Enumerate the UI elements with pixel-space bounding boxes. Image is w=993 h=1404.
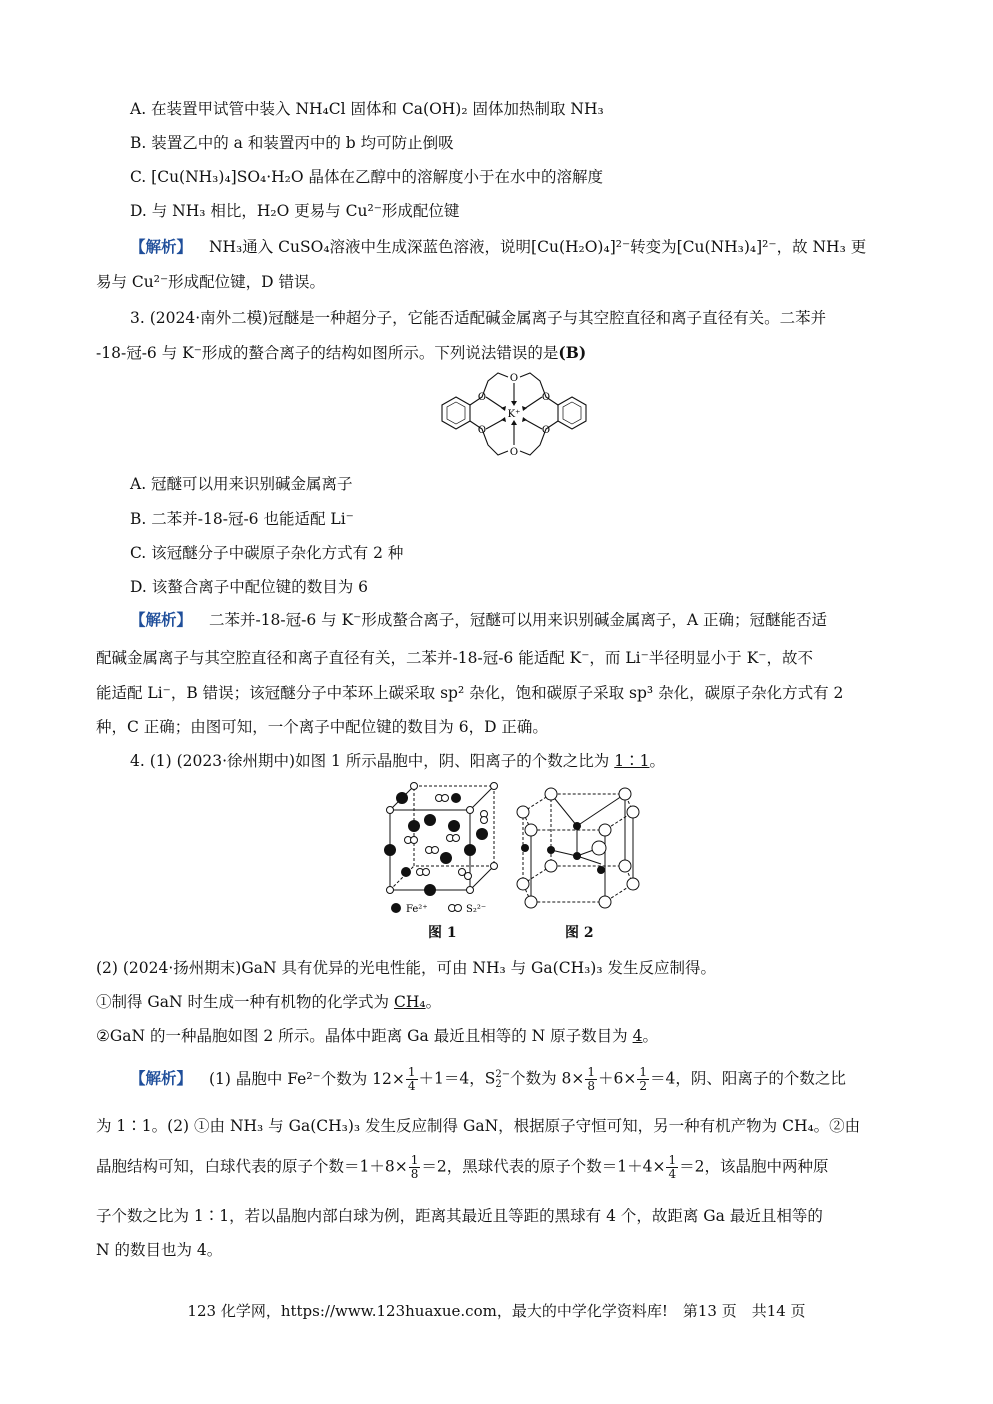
oxygen-label: O	[509, 447, 519, 458]
figure-1-caption: 图 1	[428, 925, 457, 941]
q2-option-a: A. 在装置甲试管中装入 NH₄Cl 固体和 Ca(OH)₂ 固体加热制取 NH₃	[130, 100, 604, 118]
q4-analysis-line-4: 子个数之比为 1∶1，若以晶胞内部白球为例，距离其最近且等距的黑球有 4 个，故距离 Ga 最近且相等的	[96, 1207, 823, 1225]
gan-unit-cell-figure	[515, 782, 641, 918]
q3-analysis-text-1: 二苯并-18-冠-6 与 K⁻形成螯合离子，冠醚可以用来识别碱金属离子，A 正确；冠醚能否适	[208, 611, 827, 629]
oxygen-label: O	[477, 425, 487, 436]
q4-part-2a: ①制得 GaN 时生成一种有机物的化学式为 CH₄。	[96, 993, 442, 1011]
fraction-1-8: $\frac{1}{8}$	[410, 1153, 419, 1181]
q3-stem-line-2	[96, 341, 902, 363]
fraction-1-2: $\frac{1}{2}$	[639, 1065, 648, 1093]
crown-ether-k-complex-figure	[436, 367, 592, 463]
q2-option-b: B. 装置乙中的 a 和装置丙中的 b 均可防止倒吸	[130, 134, 454, 152]
q4-stem-text-1: 4. (1) (2023·徐州期中)如图 1 所示晶胞中，阴、阳离子的个数之比为	[130, 752, 610, 770]
q4-part-2-stem: (2) (2024·扬州期末)GaN 具有优异的光电性能，可由 NH₃ 与 Ga(CH₃)₃ 发生反应制得。	[96, 959, 716, 977]
page-footer: 123 化学网，https://www.123huaxue.com，最大的中学化学资料库! 第13 页 共14 页	[187, 1302, 806, 1320]
q4-analysis-line-5: N 的数目也为 4。	[96, 1241, 223, 1259]
fraction-1-8: $\frac{1}{8}$	[587, 1065, 596, 1093]
q3-analysis-line-1	[130, 608, 827, 630]
q2-option-c: C. [Cu(NH₃)₄]SO₄·H₂O 晶体在乙醇中的溶解度小于在水中的溶解度	[130, 168, 604, 186]
oxygen-label: O	[541, 425, 551, 436]
q4-part-2a-text: ①制得 GaN 时生成一种有机物的化学式为	[96, 993, 390, 1011]
oxygen-label: O	[477, 392, 487, 403]
oxygen-label: O	[541, 392, 551, 403]
fraction-1-4: $\frac{1}{4}$	[668, 1153, 677, 1181]
q4-stem-line-1: 4. (1) (2023·徐州期中)如图 1 所示晶胞中，阴、阳离子的个数之比为 1∶1。	[130, 752, 665, 770]
q3-analysis-line-4: 种，C 正确；由图可知，一个离子中配位键的数目为 6，D 正确。	[96, 718, 548, 736]
q4-answer-1: 1∶1	[614, 752, 650, 770]
analysis-tag: 【解析】	[130, 237, 193, 256]
q3-option-c: C. 该冠醚分子中碳原子杂化方式有 2 种	[130, 544, 404, 562]
analysis-tag: 【解析】	[130, 610, 193, 629]
q4-part-2b: ②GaN 的一种晶胞如图 2 所示。晶体中距离 Ga 最近且相等的 N 原子数目为 4。	[96, 1027, 658, 1045]
q3-option-d: D. 该螯合离子中配位键的数目为 6	[130, 578, 369, 596]
q2-analysis-text-1: NH₃通入 CuSO₄溶液中生成深蓝色溶液，说明[Cu(H₂O)₄]²⁻转变为[Cu(NH₃)₄]²⁻，故 NH₃ 更	[208, 238, 867, 256]
q3-analysis-line-3: 能适配 Li⁻，B 错误；该冠醚分子中苯环上碳采取 sp² 杂化，饱和碳原子采取 sp³ 杂化，碳原子杂化方式有 2	[96, 684, 844, 702]
q3-stem-line-1: 3. (2024·南外二模)冠醚是一种超分子，它能否适配碱金属离子与其空腔直径和离子直径有关。二苯并	[130, 309, 827, 327]
q3-option-b: B. 二苯并-18-冠-6 也能适配 Li⁻	[130, 510, 354, 528]
potassium-ion-label: K⁺	[507, 409, 521, 420]
q2-analysis-line-2: 易与 Cu²⁻形成配位键，D 错误。	[96, 273, 326, 291]
q2-option-d: D. 与 NH₃ 相比，H₂O 更易与 Cu²⁻形成配位键	[130, 202, 460, 220]
fes2-unit-cell-figure	[384, 780, 506, 920]
q4-analysis-line-3: 晶胞结构可知，白球代表的原子个数＝1＋8× $\frac{1}{8}$ ＝2，黑球代表的原子个数＝1＋4× $\frac{1}{4}$ ＝2，该晶胞中两种原	[96, 1153, 829, 1181]
q4-answer-2a: CH₄	[393, 993, 426, 1011]
legend-fe-label: Fe²⁺	[406, 904, 428, 915]
figure-2-caption: 图 2	[565, 925, 594, 941]
q4-analysis-line-2: 为 1∶1。(2) ①由 NH₃ 与 Ga(CH₃)₃ 发生反应制得 GaN，根据原子守恒可知，另一种有机产物为 CH₄。②由	[96, 1117, 861, 1135]
legend-fe-marker	[391, 903, 401, 913]
q3-analysis-line-2: 配碱金属离子与其空腔直径和离子直径有关，二苯并-18-冠-6 能适配 K⁻，而 Li⁻半径明显小于 K⁻，故不	[96, 649, 813, 667]
q3-option-a: A. 冠醚可以用来识别碱金属离子	[130, 475, 353, 493]
q4-part-2b-text: ②GaN 的一种晶胞如图 2 所示。晶体中距离 Ga 最近且相等的 N 原子数目为	[96, 1027, 628, 1045]
q2-analysis-line-1	[130, 235, 866, 257]
q4-answer-2b: 4	[632, 1027, 643, 1045]
analysis-tag: 【解析】	[130, 1068, 193, 1088]
legend-s-marker	[455, 905, 462, 912]
oxygen-label: O	[509, 373, 519, 384]
q3-stem-text-2: -18-冠-6 与 K⁻形成的螯合离子的结构如图所示。下列说法错误的是	[96, 344, 559, 362]
legend-s-label: S₂²⁻	[466, 904, 487, 915]
q4-analysis-line-1: 【解析】 (1) 晶胞中 Fe²⁻个数为 12× $\frac{1}{4}$ ＋1＝4，S 2− 2 个数为 8× $\frac{1}{8}$ ＋6× $\frac{1}{2}$ ＝4，阴、阳离子的个数之比	[130, 1065, 846, 1093]
fraction-1-4: $\frac{1}{4}$	[407, 1065, 416, 1093]
q3-answer: (B)	[558, 343, 587, 362]
